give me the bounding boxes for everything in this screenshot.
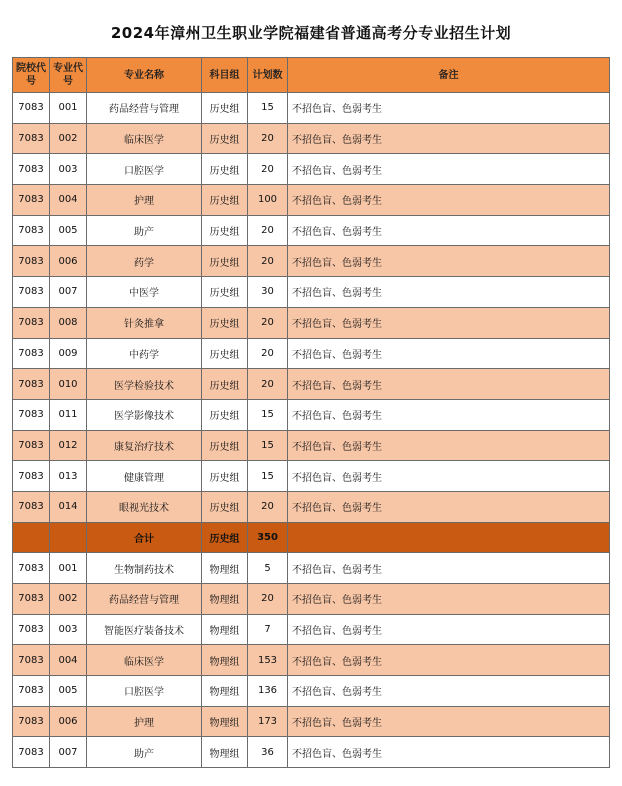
major-name-cell: 健康管理 <box>87 461 202 492</box>
table-row <box>13 706 610 737</box>
subject-group-cell: 物理组 <box>202 584 248 615</box>
table-row <box>13 430 610 461</box>
major-name-cell: 护理 <box>87 706 202 737</box>
total-group: 历史组 <box>202 522 248 553</box>
major-name-cell: 中药学 <box>87 338 202 369</box>
major-name-cell: 助产 <box>87 215 202 246</box>
subject-group-cell: 物理组 <box>202 737 248 768</box>
remarks-cell: 不招色盲、色弱考生 <box>288 277 610 308</box>
plan-count-cell: 15 <box>248 461 288 492</box>
table-row <box>13 369 610 400</box>
school-code-cell: 7083 <box>13 123 50 154</box>
plan-count-cell: 20 <box>248 154 288 185</box>
subject-group-cell: 历史组 <box>202 399 248 430</box>
major-name-cell: 临床医学 <box>87 645 202 676</box>
subject-group-cell: 历史组 <box>202 185 248 216</box>
major-name-cell: 药学 <box>87 246 202 277</box>
major-name-cell: 助产 <box>87 737 202 768</box>
total-section <box>13 522 610 553</box>
subject-group-cell: 物理组 <box>202 706 248 737</box>
plan-count-cell: 20 <box>248 338 288 369</box>
remarks-cell: 不招色盲、色弱考生 <box>288 369 610 400</box>
major-code-cell: 004 <box>50 645 87 676</box>
plan-count-cell: 15 <box>248 399 288 430</box>
subject-group-cell: 物理组 <box>202 676 248 707</box>
table-row <box>13 185 610 216</box>
table-row <box>13 491 610 522</box>
table-row <box>13 614 610 645</box>
major-name-cell: 康复治疗技术 <box>87 430 202 461</box>
school-code-cell: 7083 <box>13 93 50 124</box>
plan-count-cell: 100 <box>248 185 288 216</box>
remarks-cell: 不招色盲、色弱考生 <box>288 123 610 154</box>
major-code-cell: 008 <box>50 307 87 338</box>
major-name-cell: 针灸推拿 <box>87 307 202 338</box>
major-code-cell: 007 <box>50 737 87 768</box>
major-code-cell: 004 <box>50 185 87 216</box>
major-code-cell: 005 <box>50 215 87 246</box>
plan-count-cell: 20 <box>248 123 288 154</box>
plan-count-cell: 30 <box>248 277 288 308</box>
school-code-cell: 7083 <box>13 491 50 522</box>
major-name-cell: 医学影像技术 <box>87 399 202 430</box>
school-code-cell: 7083 <box>13 553 50 584</box>
table-row <box>13 399 610 430</box>
table-row <box>13 645 610 676</box>
school-code-cell: 7083 <box>13 461 50 492</box>
major-name-cell: 口腔医学 <box>87 154 202 185</box>
major-code-cell: 006 <box>50 706 87 737</box>
table-row <box>13 93 610 124</box>
remarks-cell: 不招色盲、色弱考生 <box>288 430 610 461</box>
total-label: 合计 <box>87 522 202 553</box>
table-row <box>13 676 610 707</box>
major-code-cell: 002 <box>50 123 87 154</box>
header-plan-count: 计划数 <box>248 58 288 93</box>
major-code-cell: 012 <box>50 430 87 461</box>
major-code-cell: 001 <box>50 553 87 584</box>
subject-group-cell: 历史组 <box>202 369 248 400</box>
major-code-cell: 010 <box>50 369 87 400</box>
major-name-cell: 医学检验技术 <box>87 369 202 400</box>
plan-count-cell: 20 <box>248 369 288 400</box>
major-name-cell: 生物制药技术 <box>87 553 202 584</box>
school-code-cell: 7083 <box>13 307 50 338</box>
table-header-row <box>13 58 610 93</box>
major-name-cell: 中医学 <box>87 277 202 308</box>
major-code-cell: 011 <box>50 399 87 430</box>
major-name-cell: 智能医疗装备技术 <box>87 614 202 645</box>
school-code-cell: 7083 <box>13 399 50 430</box>
school-code-cell: 7083 <box>13 614 50 645</box>
remarks-cell: 不招色盲、色弱考生 <box>288 737 610 768</box>
subject-group-cell: 历史组 <box>202 461 248 492</box>
major-code-cell: 006 <box>50 246 87 277</box>
school-code-cell: 7083 <box>13 369 50 400</box>
subject-group-cell: 物理组 <box>202 614 248 645</box>
school-code-cell: 7083 <box>13 338 50 369</box>
total-empty-cell <box>13 522 50 553</box>
table-row <box>13 737 610 768</box>
table-row <box>13 246 610 277</box>
total-empty-cell <box>288 522 610 553</box>
major-code-cell: 013 <box>50 461 87 492</box>
subject-group-cell: 历史组 <box>202 123 248 154</box>
remarks-cell: 不招色盲、色弱考生 <box>288 706 610 737</box>
major-code-cell: 014 <box>50 491 87 522</box>
plan-count-cell: 20 <box>248 584 288 615</box>
major-name-cell: 药品经营与管理 <box>87 584 202 615</box>
table-row <box>13 553 610 584</box>
subject-group-cell: 历史组 <box>202 93 248 124</box>
subject-group-cell: 历史组 <box>202 215 248 246</box>
remarks-cell: 不招色盲、色弱考生 <box>288 645 610 676</box>
school-code-cell: 7083 <box>13 185 50 216</box>
header-major-code: 专业代号 <box>50 58 87 93</box>
major-code-cell: 003 <box>50 154 87 185</box>
table-row <box>13 338 610 369</box>
major-name-cell: 口腔医学 <box>87 676 202 707</box>
remarks-cell: 不招色盲、色弱考生 <box>288 93 610 124</box>
major-name-cell: 眼视光技术 <box>87 491 202 522</box>
plan-count-cell: 36 <box>248 737 288 768</box>
remarks-cell: 不招色盲、色弱考生 <box>288 185 610 216</box>
subject-group-cell: 历史组 <box>202 277 248 308</box>
school-code-cell: 7083 <box>13 676 50 707</box>
plan-count-cell: 20 <box>248 491 288 522</box>
school-code-cell: 7083 <box>13 645 50 676</box>
major-code-cell: 005 <box>50 676 87 707</box>
subject-group-cell: 历史组 <box>202 430 248 461</box>
remarks-cell: 不招色盲、色弱考生 <box>288 307 610 338</box>
subject-group-cell: 物理组 <box>202 553 248 584</box>
remarks-cell: 不招色盲、色弱考生 <box>288 676 610 707</box>
plan-count-cell: 20 <box>248 246 288 277</box>
plan-count-cell: 15 <box>248 430 288 461</box>
plan-count-cell: 173 <box>248 706 288 737</box>
major-code-cell: 001 <box>50 93 87 124</box>
major-name-cell: 药品经营与管理 <box>87 93 202 124</box>
subject-group-cell: 历史组 <box>202 307 248 338</box>
header-remarks: 备注 <box>288 58 610 93</box>
school-code-cell: 7083 <box>13 430 50 461</box>
remarks-cell: 不招色盲、色弱考生 <box>288 491 610 522</box>
history-group-rows <box>13 93 610 523</box>
header-school-code: 院校代号 <box>13 58 50 93</box>
remarks-cell: 不招色盲、色弱考生 <box>288 461 610 492</box>
school-code-cell: 7083 <box>13 277 50 308</box>
plan-count-cell: 20 <box>248 307 288 338</box>
remarks-cell: 不招色盲、色弱考生 <box>288 614 610 645</box>
table-row <box>13 215 610 246</box>
major-code-cell: 003 <box>50 614 87 645</box>
table-row <box>13 461 610 492</box>
plan-count-cell: 5 <box>248 553 288 584</box>
remarks-cell: 不招色盲、色弱考生 <box>288 154 610 185</box>
table-row <box>13 584 610 615</box>
remarks-cell: 不招色盲、色弱考生 <box>288 584 610 615</box>
table-row <box>13 307 610 338</box>
school-code-cell: 7083 <box>13 154 50 185</box>
major-code-cell: 002 <box>50 584 87 615</box>
plan-count-cell: 15 <box>248 93 288 124</box>
major-code-cell: 007 <box>50 277 87 308</box>
total-count: 350 <box>248 522 288 553</box>
subject-group-cell: 历史组 <box>202 491 248 522</box>
remarks-cell: 不招色盲、色弱考生 <box>288 553 610 584</box>
school-code-cell: 7083 <box>13 215 50 246</box>
table-row <box>13 154 610 185</box>
remarks-cell: 不招色盲、色弱考生 <box>288 246 610 277</box>
major-name-cell: 临床医学 <box>87 123 202 154</box>
page-title: 2024年漳州卫生职业学院福建省普通高考分专业招生计划 <box>110 24 512 42</box>
plan-count-cell: 153 <box>248 645 288 676</box>
subject-group-cell: 历史组 <box>202 154 248 185</box>
major-code-cell: 009 <box>50 338 87 369</box>
plan-count-cell: 7 <box>248 614 288 645</box>
header-major-name: 专业名称 <box>87 58 202 93</box>
school-code-cell: 7083 <box>13 706 50 737</box>
school-code-cell: 7083 <box>13 246 50 277</box>
subject-group-cell: 物理组 <box>202 645 248 676</box>
remarks-cell: 不招色盲、色弱考生 <box>288 215 610 246</box>
subject-group-cell: 历史组 <box>202 246 248 277</box>
table-row <box>13 123 610 154</box>
enrollment-plan-table <box>12 57 610 768</box>
subject-group-cell: 历史组 <box>202 338 248 369</box>
plan-count-cell: 136 <box>248 676 288 707</box>
plan-count-cell: 20 <box>248 215 288 246</box>
remarks-cell: 不招色盲、色弱考生 <box>288 399 610 430</box>
total-empty-cell <box>50 522 87 553</box>
physics-group-rows <box>13 553 610 768</box>
major-name-cell: 护理 <box>87 185 202 216</box>
school-code-cell: 7083 <box>13 584 50 615</box>
table-row <box>13 277 610 308</box>
remarks-cell: 不招色盲、色弱考生 <box>288 338 610 369</box>
total-row <box>13 522 610 553</box>
header-subject-group: 科目组 <box>202 58 248 93</box>
school-code-cell: 7083 <box>13 737 50 768</box>
